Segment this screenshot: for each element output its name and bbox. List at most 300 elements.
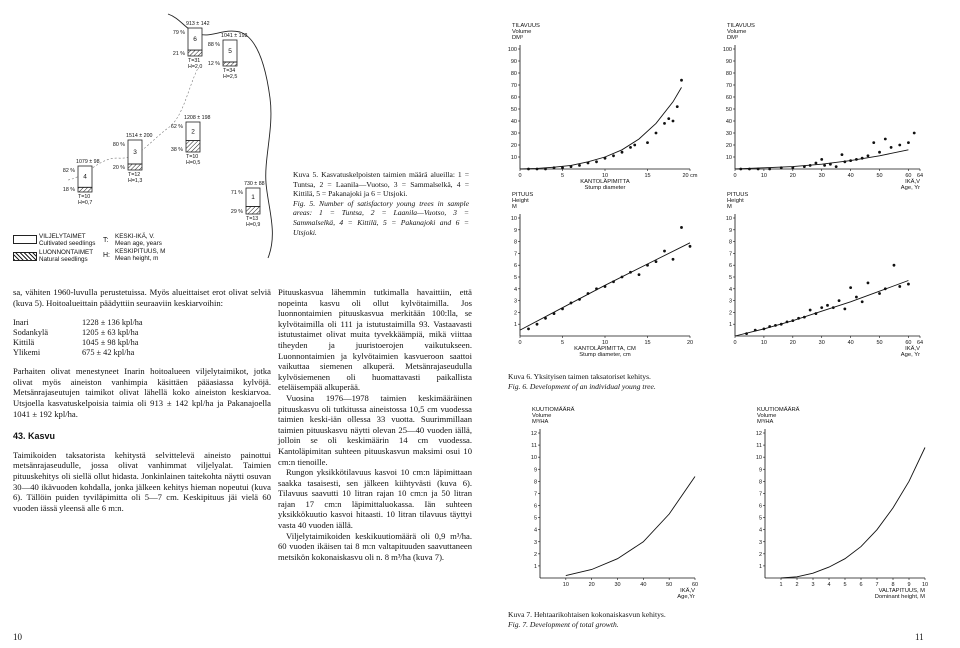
- data-point: [689, 245, 692, 248]
- section-heading-kasvu: 43. Kasvu: [13, 431, 56, 442]
- site-id-label: 2: [191, 128, 195, 136]
- legend-natural-en: Natural seedlings: [39, 256, 88, 263]
- data-point: [890, 146, 893, 149]
- data-point: [655, 260, 658, 263]
- data-point: [561, 307, 564, 310]
- legend-h-en: Mean height, m: [115, 255, 159, 262]
- y-tick-label: 7: [533, 491, 537, 498]
- trend-curve: [566, 477, 695, 576]
- data-point: [809, 164, 812, 167]
- y-tick-label: 5: [758, 515, 762, 522]
- site-bar-4: [63, 159, 100, 206]
- x-tick-label: 2: [795, 582, 799, 588]
- y-axis-label-en: Volume: [757, 413, 777, 419]
- y-tick-label: 60: [510, 95, 517, 101]
- y-tick-label: 40: [510, 119, 517, 125]
- site-pct-natural: 20 %: [112, 165, 125, 171]
- site-mean-height: H=1,3: [128, 178, 143, 184]
- data-point: [809, 309, 812, 312]
- x-axis-label-fi: KANTOLÄPIMITTA, CM: [574, 346, 636, 352]
- data-point: [768, 168, 771, 171]
- y-tick-label: 11: [531, 443, 537, 450]
- x-axis-label-en: Age, Yr: [900, 352, 920, 358]
- col2-para3: Rungon yksikkötilavuus kasvoi 10 cm:n läpimittaan saakka tasaisesti, sen jälkeen kiihtyvästi (kuva 6). Tilavuus saavutti 10 litran rajan 10 cm:n ja 50 litran rajan 17 cm:n läpimittaluokassa. Iän suhteen yksikkökuutio kasvoi hitaasti. 10 litran tilavuus täyttyi vasta 40 vuoden iällä.: [278, 467, 472, 531]
- y-tick-label: 5: [533, 515, 537, 522]
- data-point: [680, 226, 683, 229]
- site-pct-cultivated: 79 %: [172, 30, 185, 36]
- data-point: [849, 286, 852, 289]
- site-total-label: 913 ± 142: [186, 21, 210, 27]
- y-tick-label: 100: [507, 47, 517, 53]
- data-point: [838, 299, 841, 302]
- site-pct-cultivated: 80 %: [112, 142, 125, 148]
- y-tick-label: 2: [728, 310, 732, 317]
- x-tick-label: 0: [733, 340, 737, 346]
- x-tick-label: 60: [905, 340, 912, 346]
- site-pct-cultivated: 62 %: [170, 124, 183, 130]
- x-tick-label: 30: [614, 582, 621, 588]
- site-bar-3: [113, 133, 153, 184]
- y-axis-label-en: Volume: [727, 29, 747, 35]
- figure7-caption-en: Fig. 7. Development of total growth.: [508, 619, 619, 629]
- data-point: [739, 168, 742, 171]
- x-tick-label: 1: [779, 582, 783, 588]
- y-tick-label: 80: [725, 71, 732, 77]
- x-tick-label: 20: [789, 173, 796, 179]
- y-axis-label-en: Height: [727, 198, 744, 204]
- data-point: [527, 328, 530, 331]
- natural-bar: [223, 62, 237, 66]
- legend-t-en: Mean age, years: [115, 240, 162, 247]
- site-id-label: 3: [133, 149, 137, 156]
- data-point: [878, 292, 881, 295]
- x-tick-label: 40: [640, 582, 647, 588]
- data-point: [774, 324, 777, 327]
- data-point: [561, 166, 564, 169]
- page-number-left: 10: [13, 632, 22, 642]
- x-tick-label: 50: [876, 340, 883, 346]
- y-tick-label: 7: [728, 251, 732, 258]
- site-total-label: 730 ± 88: [244, 181, 265, 187]
- data-point: [820, 306, 823, 309]
- data-point: [672, 120, 675, 123]
- x-axis-label-fi: IKÄ,V: [905, 346, 920, 352]
- y-tick-label: 6: [533, 503, 537, 510]
- data-point: [829, 163, 832, 166]
- site-bar-2: [171, 115, 211, 166]
- site-mean-height: H=2,0: [188, 64, 203, 70]
- site-id-label: 6: [193, 36, 197, 44]
- table-cell-area: Ylikemi: [13, 348, 41, 358]
- data-point: [843, 307, 846, 310]
- site-mean-age: T=12: [128, 172, 141, 178]
- data-point: [786, 320, 789, 323]
- y-tick-label: 100: [722, 47, 732, 53]
- x-tick-label: 3: [811, 582, 815, 588]
- data-point: [815, 312, 818, 315]
- y-axis-label-en: Volume: [532, 413, 552, 419]
- site-total-label: 1041 ± 192: [221, 33, 248, 39]
- y-tick-label: 8: [513, 239, 517, 246]
- natural-bar: [78, 187, 92, 192]
- data-point: [595, 160, 598, 163]
- y-tick-label: 1: [513, 322, 517, 329]
- y-axis-label-fi: KUUTIOMÄÄRÄ: [757, 407, 800, 413]
- chart-volume-vs-age: [723, 23, 923, 191]
- x-tick-label: 5: [560, 173, 565, 179]
- x-tick-label: 15: [644, 340, 651, 346]
- legend-cultivated-fi: VILJELYTAIMET: [39, 233, 86, 240]
- y-axis-label-en: Volume: [512, 29, 532, 35]
- col2-para4: Viljelytaimikoiden keskikuutiomäärä oli 0,9 m³/ha. 60 vuoden ikäisen tai 8 m:n valtapituuden saavuttaneen metsikön kokonaiskasvu oli n. 8 m³/ha (kuva 7).: [278, 530, 472, 562]
- data-point: [553, 166, 556, 169]
- data-point: [587, 292, 590, 295]
- table-cell-area: Kittilä: [13, 338, 35, 348]
- sample-area-map: [63, 14, 272, 258]
- trend-curve: [520, 87, 682, 169]
- x-axis-label-en: Stump diameter: [584, 185, 626, 191]
- y-tick-label: 3: [533, 539, 537, 546]
- y-tick-label: 60: [725, 95, 732, 101]
- data-point: [612, 154, 615, 157]
- data-point: [815, 162, 818, 165]
- y-axis-unit: DM³: [512, 35, 523, 41]
- site-mean-height: H=0,7: [78, 200, 93, 206]
- x-tick-label: 40: [847, 173, 854, 179]
- y-tick-label: 20: [510, 143, 517, 149]
- y-tick-label: 10: [755, 455, 762, 462]
- site-id-label: 4: [83, 173, 87, 181]
- y-tick-label: 30: [510, 131, 517, 137]
- x-axis-label-fi: KANTOLÄPIMITTA: [580, 179, 630, 185]
- site-pct-cultivated: 82 %: [62, 168, 75, 174]
- x-tick-label: 10: [562, 582, 569, 588]
- x-tick-label: 20: [789, 340, 796, 346]
- figure5-caption-en: Fig. 5. Number of satisfactory young trees in sample areas: 1 = Tuntsa, 2 = Laanila—Vuotso, 3 = Sammalselkä, 4 = Kittilä, 5 = Pakanajoki and 6 = Utsjoki.: [293, 198, 469, 237]
- site-pct-natural: 38 %: [170, 147, 183, 153]
- site-pct-natural: 21 %: [172, 51, 185, 57]
- col1-para2: Parhaiten olivat menestyneet Inarin hoitoalueen viljelytaimikot, jotka olivat myös aineiston vanhimpia käsittäen pääasiassa kylvöjä. Metsänrajaseutujen taimikot olivat lähellä koko aineiston keskiarvoa. Utsjoella kasvatuskelpoisia taimia oli 913 ± 142 kpl/ha ja Pakanajoella 1041 ± 192 kpl/ha.: [13, 366, 271, 419]
- chart-total-volume-vs-age: [531, 406, 698, 600]
- y-tick-label: 30: [725, 131, 732, 137]
- data-point: [544, 317, 547, 320]
- data-point: [823, 164, 826, 167]
- y-axis-label-fi: TILAVUUS: [512, 23, 540, 29]
- data-point: [841, 153, 844, 156]
- y-tick-label: 50: [510, 107, 517, 113]
- chart-volume-vs-diameter: [508, 23, 698, 191]
- table-cell-area: Inari: [13, 318, 29, 328]
- data-point: [633, 144, 636, 147]
- site-mean-height: H=0,5: [186, 160, 201, 166]
- data-point: [553, 312, 556, 315]
- y-tick-label: 11: [756, 443, 762, 450]
- data-point: [780, 323, 783, 326]
- x-tick-label: 0: [518, 173, 522, 179]
- legend-t-fi: KESKI-IKÄ, V.: [115, 233, 155, 240]
- data-point: [843, 160, 846, 163]
- x-axis-label-en: Age,Yr: [677, 594, 695, 600]
- y-tick-label: 4: [758, 527, 762, 534]
- figure7-charts: [495, 395, 955, 615]
- y-tick-label: 10: [725, 155, 732, 161]
- data-point: [621, 151, 624, 154]
- data-point: [527, 168, 530, 171]
- x-axis-label-en: Stump diameter, cm: [579, 352, 631, 358]
- figure6-caption-en: Fig. 6. Development of an individual young tree.: [508, 381, 656, 391]
- x-tick-label: 10: [760, 173, 767, 179]
- data-point: [878, 151, 881, 154]
- y-tick-label: 8: [533, 479, 537, 486]
- chart-height-vs-diameter: [511, 192, 693, 358]
- figure7-caption-fi: Kuva 7. Hehtaarikohtaisen kokonaiskasvun kehitys.: [508, 610, 666, 619]
- x-tick-label: 7: [875, 582, 879, 588]
- site-mean-height: H=0,9: [246, 222, 261, 228]
- y-tick-label: 10: [510, 216, 517, 222]
- y-axis-label-en: Height: [512, 198, 529, 204]
- y-tick-label: 1: [758, 563, 762, 570]
- data-point: [680, 79, 683, 82]
- data-point: [745, 332, 748, 335]
- y-axis-label-fi: PITUUS: [512, 192, 534, 198]
- col2-para2: Vuosina 1976—1978 taimien keskimääräinen pituuskasvu oli tutkitussa aineistossa 10,5 cm vuodessa taimien keski-iän ollessa 33 vuotta. Suurimmillaan taimien pituuskasvu näytti olevan 25—40 vuoden iällä, jolloin se oli keskimäärin 14 cm vuodessa. Kantoläpimitan suhteen pituuskasvun maksimi osui 10 cm:n tienoille.: [278, 392, 472, 467]
- legend-h-key: H:: [103, 252, 110, 259]
- y-tick-label: 7: [513, 251, 517, 258]
- table-row: [13, 328, 147, 338]
- data-point: [820, 158, 823, 161]
- figure7-caption: [508, 610, 748, 629]
- site-bar-5: [208, 33, 248, 80]
- x-axis-label-en: Dominant height, M: [874, 594, 925, 600]
- y-tick-label: 8: [728, 239, 732, 246]
- site-total-label: 1079 ± 98: [76, 159, 100, 165]
- legend-natural-fi: LUONNONTAIMET: [39, 249, 94, 256]
- y-tick-label: 9: [513, 227, 517, 234]
- y-tick-label: 4: [728, 286, 732, 293]
- y-tick-label: 40: [725, 119, 732, 125]
- figure6-caption-fi: Kuva 6. Yksityisen taimen taksatoriset kehitys.: [508, 372, 651, 381]
- y-tick-label: 5: [513, 275, 517, 281]
- site-mean-height: H=2,5: [223, 74, 238, 80]
- y-axis-unit: M³/HA: [532, 419, 549, 425]
- table-row: [13, 348, 147, 358]
- data-point: [797, 317, 800, 320]
- chart-height-vs-age: [726, 192, 923, 358]
- data-point: [748, 168, 751, 171]
- site-mean-age: T=10: [78, 194, 91, 200]
- y-axis-unit: M³/HA: [757, 419, 774, 425]
- data-point: [672, 258, 675, 261]
- y-axis-unit: M: [512, 204, 517, 210]
- y-tick-label: 4: [513, 286, 517, 293]
- x-tick-label: 10: [921, 582, 929, 588]
- chart-total-volume-vs-height: [756, 406, 928, 600]
- y-tick-label: 70: [725, 83, 732, 89]
- x-tick-label: 64: [916, 340, 924, 346]
- data-point: [570, 165, 573, 168]
- x-tick-label: 8: [891, 582, 895, 588]
- y-tick-label: 1: [728, 322, 732, 329]
- data-point: [536, 168, 539, 171]
- data-point: [587, 162, 590, 165]
- y-axis-unit: DM³: [727, 35, 738, 41]
- x-tick-label: 50: [876, 173, 883, 179]
- x-tick-label: 40: [847, 340, 854, 346]
- data-point: [832, 306, 835, 309]
- x-axis-label-fi: IKÄ,V: [680, 588, 695, 594]
- data-point: [604, 285, 607, 288]
- y-axis-label-fi: TILAVUUS: [727, 23, 755, 29]
- data-point: [667, 117, 670, 120]
- site-pct-natural: 18 %: [62, 187, 75, 193]
- x-tick-label: 9: [907, 582, 911, 588]
- data-point: [663, 250, 666, 253]
- y-tick-label: 90: [725, 59, 732, 65]
- data-point: [849, 159, 852, 162]
- data-point: [907, 283, 910, 286]
- data-point: [676, 105, 679, 108]
- y-tick-label: 2: [533, 551, 537, 558]
- figure5-caption-fi: Kuva 5. Kasvatuskelpoisten taimien määrä alueilla: 1 = Tuntsa, 2 = Laanila—Vuotso, 3 = Sammalselkä, 4 = Kittilä, 5 = Pakanajoki ja 6 = Utsjoki.: [293, 170, 469, 199]
- y-tick-label: 12: [755, 431, 762, 437]
- site-pct-natural: 12 %: [207, 61, 220, 67]
- x-tick-label: 10: [760, 340, 767, 346]
- data-point: [791, 319, 794, 322]
- data-point: [861, 157, 864, 160]
- y-tick-label: 9: [728, 227, 732, 234]
- data-point: [578, 164, 581, 167]
- data-point: [646, 264, 649, 267]
- data-point: [763, 328, 766, 331]
- x-axis-label-en: Age, Yr: [900, 185, 920, 191]
- data-point: [884, 138, 887, 141]
- y-tick-label: 7: [758, 491, 762, 498]
- legend-t-key: T:: [103, 237, 109, 244]
- y-tick-label: 9: [758, 467, 762, 474]
- y-tick-label: 5: [728, 275, 732, 281]
- data-point: [826, 304, 829, 307]
- x-tick-label: 15: [644, 173, 651, 179]
- trend-curve: [781, 448, 925, 579]
- col1-para3: Taimikoiden taksatorista kehitystä selvittelevä aineisto painottui metsänrajaseudulle, jossa olivat vanhimmat viljelyalat. Taimien pituuskehitys oli siellä ollut hidasta. Jonkinlainen taitekohta näytti osuvan 30—40 ikävuoden kohdalla, jonka jälkeen kehitys hieman nopeutui (kuva 6). Tällöin puiden tyviläpimitta oli 5—7 cm. Keskipituus jäi vielä 60 vuoden iässä yleensä alle 6 m:n.: [13, 449, 271, 513]
- y-tick-label: 6: [728, 263, 732, 270]
- y-tick-label: 9: [533, 467, 537, 474]
- data-point: [867, 282, 870, 285]
- y-tick-label: 10: [510, 155, 517, 161]
- x-tick-label: 10: [601, 340, 609, 346]
- x-tick-label: 60: [905, 173, 912, 179]
- area-means-table: [13, 318, 147, 358]
- y-tick-label: 3: [728, 298, 732, 305]
- data-point: [754, 329, 757, 332]
- data-point: [612, 280, 615, 283]
- data-point: [791, 166, 794, 169]
- data-point: [803, 165, 806, 168]
- y-tick-label: 10: [530, 455, 537, 462]
- x-axis-label-fi: IKÄ,V: [905, 179, 920, 185]
- page-number-right: 11: [915, 632, 924, 642]
- data-point: [646, 141, 649, 144]
- col1-para1: sa, vähiten 1960-luvulla perustetuissa. Myös alueittaiset erot olivat selviä (kuva 5). Hoitoalueittain päädyttiin seuraaviin keskiarvoihin:: [13, 287, 271, 308]
- natural-bar: [246, 206, 260, 214]
- data-point: [861, 300, 864, 303]
- site-pct-cultivated: 71 %: [230, 190, 243, 196]
- data-point: [898, 144, 901, 147]
- table-cell-value: 1228 ± 136 kpl/ha: [82, 318, 143, 328]
- y-tick-label: 70: [510, 83, 517, 89]
- y-tick-label: 1: [533, 563, 537, 570]
- figure6-caption: [508, 372, 748, 391]
- table-cell-value: 1045 ± 98 kpl/ha: [82, 338, 139, 348]
- data-point: [604, 157, 607, 160]
- data-point: [570, 302, 573, 305]
- table-cell-value: 1205 ± 63 kpl/ha: [82, 328, 139, 338]
- y-tick-label: 90: [510, 59, 517, 65]
- data-point: [544, 168, 547, 171]
- data-point: [536, 323, 539, 326]
- y-tick-label: 20: [725, 143, 732, 149]
- data-point: [803, 316, 806, 319]
- data-point: [621, 276, 624, 279]
- figure5-caption: [293, 170, 469, 237]
- data-point: [898, 285, 901, 288]
- y-tick-label: 4: [533, 527, 537, 534]
- data-point: [780, 166, 783, 169]
- table-cell-value: 675 ± 42 kpl/ha: [82, 348, 135, 358]
- data-point: [893, 264, 896, 267]
- y-tick-label: 12: [530, 431, 537, 437]
- data-point: [855, 158, 858, 161]
- x-axis-label-fi: VALTAPITUUS, M: [878, 588, 925, 594]
- site-mean-age: T=10: [186, 154, 199, 160]
- y-tick-label: 6: [758, 503, 762, 510]
- x-tick-label: 20: [686, 340, 694, 346]
- x-tick-label: 5: [843, 582, 847, 588]
- table-row: [13, 338, 147, 348]
- y-axis-label-fi: KUUTIOMÄÄRÄ: [532, 407, 575, 413]
- table-row: [13, 318, 147, 328]
- site-pct-natural: 29 %: [230, 209, 243, 215]
- data-point: [855, 296, 858, 299]
- site-pct-cultivated: 88 %: [207, 42, 220, 48]
- natural-bar: [186, 141, 200, 152]
- data-point: [757, 168, 760, 171]
- x-tick-label: 0: [733, 173, 737, 179]
- y-tick-label: 8: [758, 479, 762, 486]
- x-tick-label: 64: [916, 173, 924, 179]
- x-tick-label: 10: [601, 173, 609, 179]
- site-bar-6: [173, 21, 210, 70]
- site-bar-1: [231, 181, 265, 228]
- x-tick-label: 30: [818, 340, 825, 346]
- legend-swatch-cultivated: [13, 235, 37, 244]
- site-mean-age: T=31: [188, 58, 201, 64]
- x-tick-label: 6: [859, 582, 863, 588]
- y-tick-label: 2: [758, 551, 762, 558]
- x-tick-label: 20 cm: [682, 173, 698, 179]
- data-point: [872, 141, 875, 144]
- data-point: [913, 132, 916, 135]
- y-tick-label: 50: [725, 107, 732, 113]
- y-axis-label-fi: PITUUS: [727, 192, 749, 198]
- x-tick-label: 60: [691, 582, 699, 588]
- y-tick-label: 10: [725, 216, 732, 222]
- table-cell-area: Sodankylä: [13, 328, 49, 338]
- x-tick-label: 5: [560, 340, 565, 346]
- legend-swatch-natural: [13, 252, 37, 261]
- x-tick-label: 30: [818, 173, 825, 179]
- figure6-charts: [495, 16, 955, 386]
